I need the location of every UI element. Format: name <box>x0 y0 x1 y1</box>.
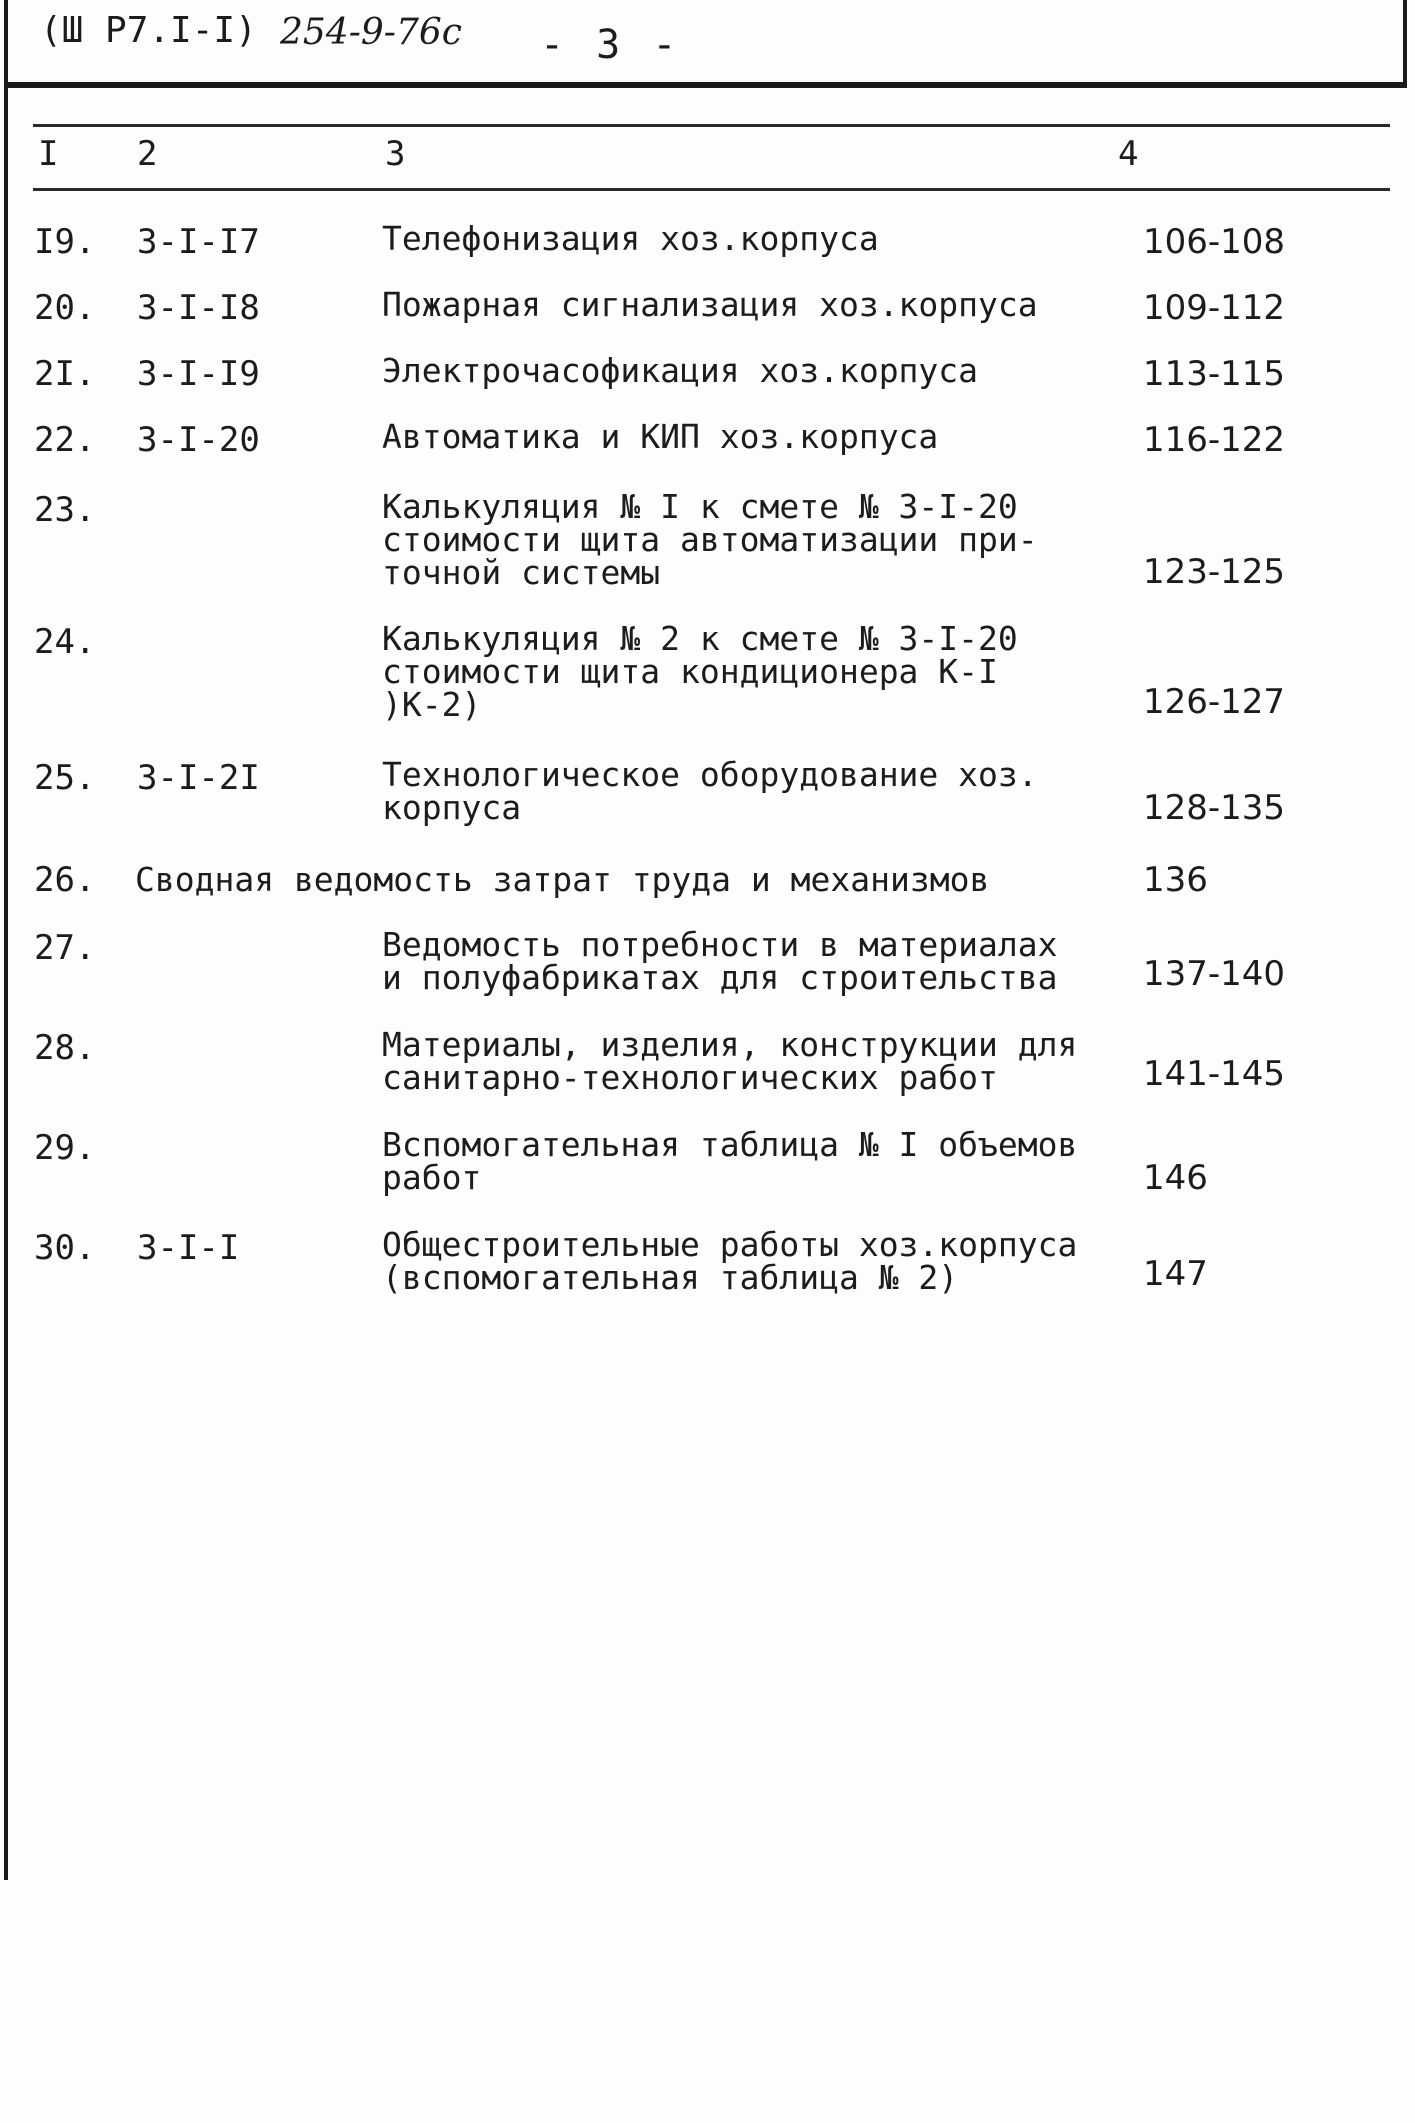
table-header-rule-top <box>33 124 1390 127</box>
row-code: 3-I-I <box>137 1228 240 1268</box>
row-pages: 128-135 <box>1143 788 1286 828</box>
row-title: Ведомость потребности в материалах и полуфабрикатах для строительства <box>382 925 1058 997</box>
handwritten-doc-number: 254-9-76с <box>280 12 462 53</box>
row-title: Калькуляция № I к смете № 3-I-20 стоимости щита автоматизации при- точной системы <box>382 487 1038 592</box>
row-number: 22. <box>34 420 96 460</box>
row-title: Технологическое оборудование хоз. корпуса <box>382 755 1038 827</box>
row-number: 29. <box>34 1128 96 1168</box>
row-code: 3-I-I9 <box>137 354 260 394</box>
table-header-rule-bottom <box>33 188 1390 191</box>
header-divider <box>4 82 1407 88</box>
column-header-1: I <box>38 134 59 174</box>
page-frame-left <box>4 0 8 1880</box>
row-pages: 109-112 <box>1143 288 1286 328</box>
row-code: 3-I-20 <box>137 420 260 460</box>
row-pages: 113-115 <box>1143 354 1286 394</box>
row-title: Материалы, изделия, конструкции для санитарно-технологических работ <box>382 1025 1078 1097</box>
page-frame-right <box>1403 0 1407 88</box>
row-title: Калькуляция № 2 к смете № 3-I-20 стоимости щита кондиционера К-I )К-2) <box>382 619 1018 724</box>
row-number: 23. <box>34 490 96 530</box>
row-pages: 136 <box>1143 860 1208 900</box>
row-number: 30. <box>34 1228 96 1268</box>
row-pages: 106-108 <box>1143 222 1286 262</box>
row-number: 2I. <box>34 354 96 394</box>
row-pages: 123-125 <box>1143 552 1286 592</box>
row-number: 25. <box>34 758 96 798</box>
row-pages: 126-127 <box>1143 682 1286 722</box>
column-header-2: 2 <box>137 134 158 174</box>
column-header-4: 4 <box>1118 134 1139 174</box>
page-number: - 3 - <box>540 22 681 68</box>
row-number: 24. <box>34 622 96 662</box>
row-number: 27. <box>34 928 96 968</box>
row-title: Сводная ведомость затрат труда и механизмов <box>135 860 990 899</box>
row-pages: 141-145 <box>1143 1054 1286 1094</box>
row-code: 3-I-I7 <box>137 222 260 262</box>
row-title: Электрочасофикация хоз.корпуса <box>382 351 979 390</box>
column-header-3: 3 <box>385 134 406 174</box>
row-title: Общестроительные работы хоз.корпуса (вспомогательная таблица № 2) <box>382 1225 1078 1297</box>
row-code: 3-I-I8 <box>137 288 260 328</box>
row-pages: 137-140 <box>1143 954 1286 994</box>
row-number: 28. <box>34 1028 96 1068</box>
row-number: 26. <box>34 860 96 900</box>
row-code: 3-I-2I <box>137 758 260 798</box>
row-title: Пожарная сигнализация хоз.корпуса <box>382 285 1038 324</box>
row-pages: 147 <box>1143 1254 1208 1294</box>
row-title: Автоматика и КИП хоз.корпуса <box>382 417 939 456</box>
row-number: I9. <box>34 222 96 262</box>
row-pages: 146 <box>1143 1158 1208 1198</box>
document-stamp: (Ш Р7.I-I) <box>40 10 257 51</box>
row-title: Вспомогательная таблица № I объемов работ <box>382 1125 1078 1197</box>
row-title: Телефонизация хоз.корпуса <box>382 219 879 258</box>
row-number: 20. <box>34 288 96 328</box>
row-pages: 116-122 <box>1143 420 1286 460</box>
